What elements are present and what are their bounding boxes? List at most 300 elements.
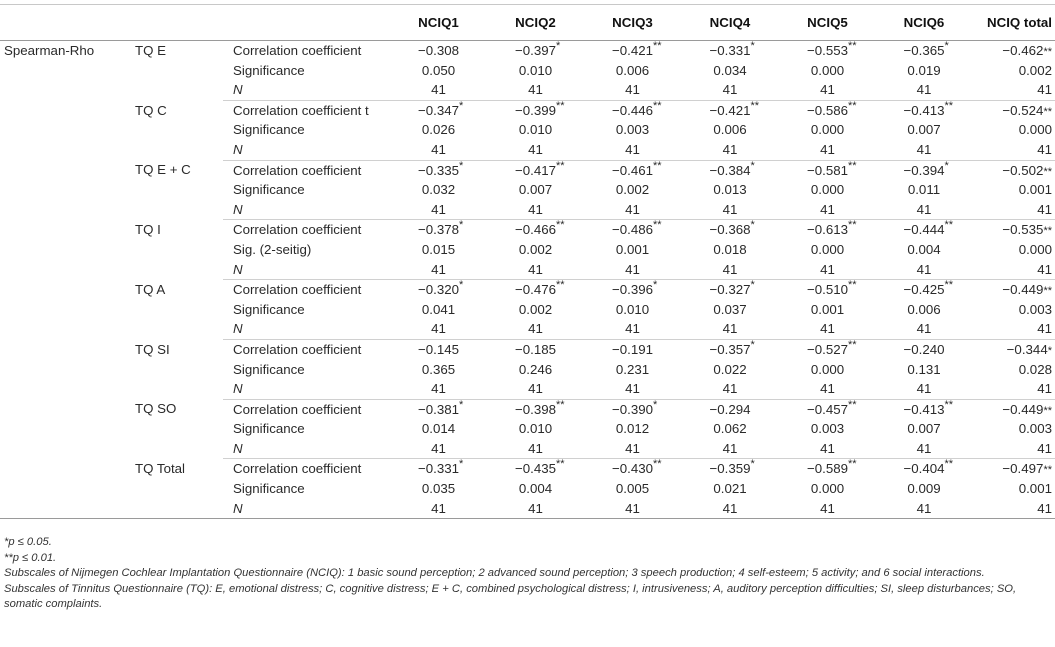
- statistic-label: N: [223, 80, 390, 100]
- value-wrapper: [625, 319, 640, 339]
- value-wrapper: [431, 200, 446, 220]
- value-cell: [779, 240, 876, 260]
- cell-value: −0.413: [903, 102, 945, 118]
- cell-value: −0.294: [709, 401, 751, 417]
- value-cell: [876, 260, 972, 280]
- value-cell: [972, 300, 1055, 320]
- cell-value: 41: [1037, 440, 1052, 456]
- value-cell: [972, 200, 1055, 220]
- cell-value: −0.357: [709, 341, 751, 357]
- value-cell: [779, 61, 876, 81]
- value-cell: [876, 439, 972, 459]
- cell-value: −0.535: [1002, 222, 1044, 238]
- cell-value: 41: [625, 381, 640, 397]
- cell-value: 0.002: [615, 182, 650, 198]
- value-wrapper: [514, 279, 565, 300]
- cell-value: 0.010: [518, 122, 553, 138]
- value-cell: [390, 360, 487, 380]
- method-cell: [0, 200, 125, 220]
- cell-value: 41: [625, 261, 640, 277]
- value-wrapper: [1002, 101, 1052, 121]
- value-cell: [390, 300, 487, 320]
- value-cell: [584, 499, 681, 519]
- value-cell: [390, 200, 487, 220]
- significance-marker: **: [556, 99, 565, 112]
- cell-value: 0.002: [518, 241, 553, 257]
- cell-value: −0.421: [611, 43, 654, 58]
- scale-cell: [125, 499, 223, 519]
- value-wrapper: [611, 99, 662, 121]
- table-row: [0, 160, 1055, 180]
- value-cell: [876, 459, 972, 479]
- cell-value: 0.032: [421, 182, 456, 198]
- significance-marker: *: [750, 338, 755, 351]
- cell-value: 41: [1037, 381, 1052, 397]
- value-wrapper: [528, 319, 543, 339]
- cell-value: 0.022: [713, 361, 747, 377]
- value-cell: [390, 61, 487, 81]
- cell-value: 41: [916, 141, 932, 157]
- significance-marker: *: [944, 40, 949, 52]
- cell-value: 41: [431, 500, 446, 516]
- cell-value: −0.347: [417, 102, 460, 118]
- value-cell: [681, 80, 779, 100]
- cell-value: −0.462: [1002, 43, 1044, 58]
- header-nciq4: NCIQ4: [681, 5, 779, 41]
- value-wrapper: [820, 140, 835, 160]
- value-wrapper: [811, 360, 844, 380]
- value-wrapper: [528, 80, 543, 100]
- value-wrapper: [1019, 360, 1052, 380]
- significance-marker: *: [750, 159, 755, 172]
- value-cell: [681, 140, 779, 160]
- value-wrapper: [903, 458, 954, 479]
- cell-value: 0.000: [810, 182, 845, 198]
- value-cell: [487, 499, 584, 519]
- value-cell: [390, 120, 487, 140]
- cell-value: −0.613: [806, 222, 849, 238]
- value-wrapper: [709, 279, 755, 300]
- cell-value: 41: [431, 82, 446, 98]
- method-cell: [0, 459, 125, 479]
- scale-cell: [125, 319, 223, 339]
- value-wrapper: [616, 360, 649, 380]
- cell-value: 41: [528, 261, 543, 277]
- value-wrapper: [713, 120, 746, 140]
- table-row: [0, 280, 1055, 300]
- value-wrapper: [806, 458, 857, 479]
- significance-marker: **: [944, 279, 954, 292]
- cell-value: −0.335: [417, 162, 460, 178]
- method-cell: [0, 439, 125, 459]
- method-cell: [0, 360, 125, 380]
- value-cell: [779, 499, 876, 519]
- value-cell: [681, 300, 779, 320]
- method-cell: [0, 220, 125, 240]
- value-cell: [681, 200, 779, 220]
- value-wrapper: [519, 240, 552, 260]
- value-wrapper: [625, 260, 640, 280]
- method-cell: [0, 339, 125, 359]
- cell-value: −0.435: [514, 461, 557, 477]
- value-wrapper: [514, 458, 565, 479]
- method-cell: [0, 319, 125, 339]
- cell-value: 0.000: [1018, 241, 1052, 257]
- cell-value: −0.404: [903, 461, 945, 477]
- cell-value: 41: [722, 82, 738, 98]
- scale-cell: TQ E: [135, 43, 167, 58]
- scale-cell: TQ C: [135, 102, 167, 118]
- method-cell: [0, 140, 125, 160]
- cell-value: 0.021: [713, 481, 747, 497]
- value-wrapper: [1019, 479, 1052, 499]
- value-cell: [390, 140, 487, 160]
- cell-value: 0.002: [518, 301, 553, 317]
- value-cell: [876, 41, 972, 61]
- cell-value: 41: [722, 321, 738, 337]
- significance-marker: **: [750, 99, 760, 112]
- cell-value: 41: [916, 82, 932, 98]
- value-wrapper: [417, 458, 464, 479]
- value-wrapper: [811, 240, 844, 260]
- value-wrapper: [431, 80, 446, 100]
- cell-value: −0.457: [806, 401, 849, 417]
- value-cell: [972, 120, 1055, 140]
- significance-marker: **: [944, 99, 954, 112]
- value-wrapper: [528, 439, 543, 459]
- value-wrapper: [820, 260, 835, 280]
- cell-value: −0.145: [417, 341, 460, 357]
- value-wrapper: [514, 99, 565, 121]
- table-row: [0, 80, 1055, 100]
- value-wrapper: [917, 439, 932, 459]
- significance-marker: *: [459, 159, 464, 172]
- value-cell: [972, 80, 1055, 100]
- value-cell: [487, 180, 584, 200]
- value-wrapper: [713, 240, 746, 260]
- cell-value: 41: [820, 500, 835, 516]
- cell-value: −0.430: [611, 461, 654, 477]
- significance-marker: **: [1043, 225, 1052, 238]
- statistic-label: Correlation coefficient: [233, 162, 362, 178]
- significance-marker: *: [459, 279, 464, 292]
- statistic-label: N: [223, 140, 390, 160]
- value-wrapper: [907, 360, 940, 380]
- cell-value: 41: [916, 201, 932, 217]
- value-cell: [779, 160, 876, 180]
- cell-value: 0.007: [907, 421, 941, 437]
- cell-value: −0.327: [709, 282, 751, 298]
- value-cell: [876, 360, 972, 380]
- value-cell: [487, 459, 584, 479]
- value-wrapper: [418, 41, 459, 61]
- table-row: [0, 100, 1055, 120]
- cell-value: 41: [820, 440, 835, 456]
- value-wrapper: [806, 99, 857, 121]
- cell-value: 0.011: [907, 182, 941, 198]
- value-cell: [779, 180, 876, 200]
- value-cell: [876, 339, 972, 359]
- scale-cell: [125, 360, 223, 380]
- value-wrapper: [625, 80, 640, 100]
- cell-value: 0.003: [810, 421, 845, 437]
- value-cell: [972, 379, 1055, 399]
- cell-value: 0.018: [713, 241, 747, 257]
- value-wrapper: [616, 300, 649, 320]
- scale-cell: [125, 61, 223, 81]
- cell-value: −0.397: [514, 43, 557, 58]
- statistic-label: Significance: [233, 62, 305, 78]
- cell-value: 0.000: [810, 62, 845, 78]
- value-wrapper: [422, 419, 455, 439]
- cell-value: −0.421: [709, 102, 751, 118]
- value-cell: [681, 280, 779, 300]
- value-cell: [681, 499, 779, 519]
- cell-value: 41: [625, 141, 640, 157]
- cell-value: −0.589: [806, 461, 849, 477]
- cell-value: 41: [916, 261, 932, 277]
- statistic-label: Correlation coefficient: [233, 282, 362, 298]
- cell-value: 0.000: [810, 361, 845, 377]
- cell-value: 41: [820, 201, 835, 217]
- value-wrapper: [1007, 340, 1052, 360]
- value-wrapper: [528, 140, 543, 160]
- value-wrapper: [820, 439, 835, 459]
- cell-value: 41: [722, 381, 738, 397]
- cell-value: −0.425: [903, 282, 945, 298]
- statistic-label: Significance: [233, 122, 305, 138]
- cell-value: 41: [431, 201, 446, 217]
- value-cell: [584, 479, 681, 499]
- value-cell: [779, 379, 876, 399]
- value-cell: [876, 80, 972, 100]
- value-wrapper: [806, 159, 857, 181]
- significance-marker: **: [653, 159, 662, 172]
- statistic-label: Significance: [233, 481, 305, 497]
- scale-cell: TQ SO: [135, 401, 177, 417]
- value-cell: [584, 419, 681, 439]
- cell-value: −0.390: [611, 401, 654, 417]
- cell-value: 0.015: [421, 241, 456, 257]
- value-wrapper: [1037, 319, 1052, 339]
- value-wrapper: [1019, 61, 1052, 81]
- scale-cell: [125, 80, 223, 100]
- value-cell: [779, 300, 876, 320]
- value-cell: [487, 399, 584, 419]
- cell-value: 0.014: [421, 421, 456, 437]
- value-wrapper: [709, 458, 755, 479]
- value-wrapper: [811, 61, 844, 81]
- value-cell: [972, 140, 1055, 160]
- value-cell: [584, 80, 681, 100]
- value-wrapper: [422, 479, 455, 499]
- cell-value: 41: [528, 201, 543, 217]
- value-wrapper: [1037, 260, 1052, 280]
- method-cell: [0, 180, 125, 200]
- cell-value: −0.359: [709, 461, 751, 477]
- statistic-label: Correlation coefficient: [233, 461, 362, 477]
- value-cell: [972, 419, 1055, 439]
- value-cell: [972, 240, 1055, 260]
- value-cell: [487, 300, 584, 320]
- value-cell: [584, 339, 681, 359]
- value-wrapper: [806, 219, 857, 240]
- cell-value: −0.368: [709, 222, 751, 238]
- cell-value: 0.000: [810, 122, 845, 138]
- value-cell: [972, 180, 1055, 200]
- cell-value: 0.019: [907, 62, 941, 78]
- value-wrapper: [917, 379, 932, 399]
- value-wrapper: [519, 360, 552, 380]
- value-wrapper: [519, 419, 552, 439]
- scale-cell: [125, 439, 223, 459]
- value-cell: [876, 180, 972, 200]
- method-cell: [0, 260, 125, 280]
- significance-marker: **: [556, 159, 565, 172]
- value-cell: [681, 61, 779, 81]
- cell-value: 41: [625, 201, 640, 217]
- method-cell: [0, 80, 125, 100]
- value-wrapper: [528, 200, 543, 220]
- table-row: [0, 61, 1055, 81]
- cell-value: −0.527: [806, 341, 849, 357]
- value-wrapper: [1037, 379, 1052, 399]
- value-wrapper: [907, 61, 940, 81]
- cell-value: −0.399: [514, 102, 557, 118]
- value-wrapper: [422, 61, 455, 81]
- header-nciq1: NCIQ1: [390, 5, 487, 41]
- value-wrapper: [907, 479, 940, 499]
- table-row: [0, 300, 1055, 320]
- value-wrapper: [709, 159, 755, 181]
- table-row: [0, 319, 1055, 339]
- value-cell: [390, 339, 487, 359]
- value-cell: [681, 120, 779, 140]
- value-cell: [390, 399, 487, 419]
- value-cell: [487, 140, 584, 160]
- value-wrapper: [431, 140, 446, 160]
- cell-value: −0.413: [903, 401, 945, 417]
- scale-cell: TQ I: [135, 222, 161, 238]
- value-cell: [972, 399, 1055, 419]
- value-cell: [487, 339, 584, 359]
- significance-marker: **: [848, 338, 857, 351]
- value-cell: [584, 399, 681, 419]
- value-wrapper: [917, 260, 932, 280]
- value-cell: [390, 160, 487, 180]
- value-wrapper: [1037, 439, 1052, 459]
- statistic-label: Correlation coefficient: [233, 341, 362, 357]
- cell-value: 41: [916, 440, 932, 456]
- value-cell: [390, 100, 487, 120]
- value-cell: [779, 419, 876, 439]
- value-cell: [390, 260, 487, 280]
- value-wrapper: [1019, 300, 1052, 320]
- cell-value: 41: [625, 321, 640, 337]
- value-cell: [779, 360, 876, 380]
- cell-value: 0.131: [907, 361, 941, 377]
- header-cell-empty-2: [125, 5, 223, 41]
- significance-marker: **: [1043, 285, 1052, 298]
- value-cell: [390, 459, 487, 479]
- significance-marker: **: [653, 40, 662, 52]
- significance-marker: **: [653, 219, 662, 232]
- value-cell: [972, 479, 1055, 499]
- value-wrapper: [611, 219, 662, 240]
- value-wrapper: [723, 80, 738, 100]
- cell-value: 0.037: [713, 301, 747, 317]
- value-cell: [390, 419, 487, 439]
- significance-marker: *: [1047, 344, 1052, 357]
- table-row: [0, 180, 1055, 200]
- cell-value: −0.381: [417, 401, 460, 417]
- cell-value: 0.000: [810, 481, 845, 497]
- value-cell: [779, 479, 876, 499]
- value-wrapper: [625, 140, 640, 160]
- significance-marker: *: [750, 458, 755, 471]
- value-cell: [681, 479, 779, 499]
- cell-value: 41: [1037, 141, 1052, 157]
- table-row: [0, 379, 1055, 399]
- value-cell: [584, 41, 681, 61]
- value-wrapper: [1002, 280, 1052, 300]
- statistic-label: Correlation coefficient t: [233, 102, 369, 118]
- cell-value: 41: [528, 440, 543, 456]
- cell-value: 41: [625, 82, 640, 98]
- cell-value: −0.240: [903, 341, 945, 357]
- value-wrapper: [431, 319, 446, 339]
- value-cell: [681, 220, 779, 240]
- footnote-tq-subscales: Subscales of Tinnitus Questionnaire (TQ): E, emotional distress; C, cognitive distress; E + C, combined psychological distress; I, intrusiveness; A, auditory perception difficulties; SI, sleep disturbances; SO, somatic complaints.: [4, 582, 1017, 611]
- cell-value: 41: [916, 500, 932, 516]
- significance-marker: **: [1043, 105, 1052, 118]
- significance-marker: *: [653, 279, 658, 292]
- value-wrapper: [811, 180, 844, 200]
- cell-value: 0.007: [907, 122, 941, 138]
- cell-value: 41: [528, 321, 543, 337]
- cell-value: 41: [625, 500, 640, 516]
- method-cell: [0, 100, 125, 120]
- value-cell: [487, 240, 584, 260]
- cell-value: 0.028: [1018, 361, 1052, 377]
- value-cell: [876, 160, 972, 180]
- value-wrapper: [519, 180, 552, 200]
- cell-value: 0.012: [615, 421, 650, 437]
- cell-value: −0.449: [1002, 282, 1044, 298]
- scale-cell: [125, 479, 223, 499]
- value-cell: [681, 339, 779, 359]
- value-wrapper: [917, 80, 932, 100]
- cell-value: −0.486: [611, 222, 654, 238]
- cell-value: 0.010: [518, 62, 553, 78]
- value-wrapper: [820, 499, 835, 519]
- value-cell: [681, 399, 779, 419]
- value-cell: [584, 240, 681, 260]
- cell-value: 0.026: [421, 122, 456, 138]
- header-nciq2: NCIQ2: [487, 5, 584, 41]
- cell-value: 41: [722, 500, 738, 516]
- value-cell: [681, 260, 779, 280]
- value-cell: [584, 319, 681, 339]
- significance-marker: *: [459, 99, 464, 112]
- method-cell: [0, 120, 125, 140]
- value-cell: [972, 319, 1055, 339]
- cell-value: −0.384: [709, 162, 751, 178]
- value-cell: [876, 479, 972, 499]
- correlation-table-container: [0, 4, 1055, 519]
- cell-value: −0.476: [514, 282, 557, 298]
- significance-marker: *: [459, 458, 464, 471]
